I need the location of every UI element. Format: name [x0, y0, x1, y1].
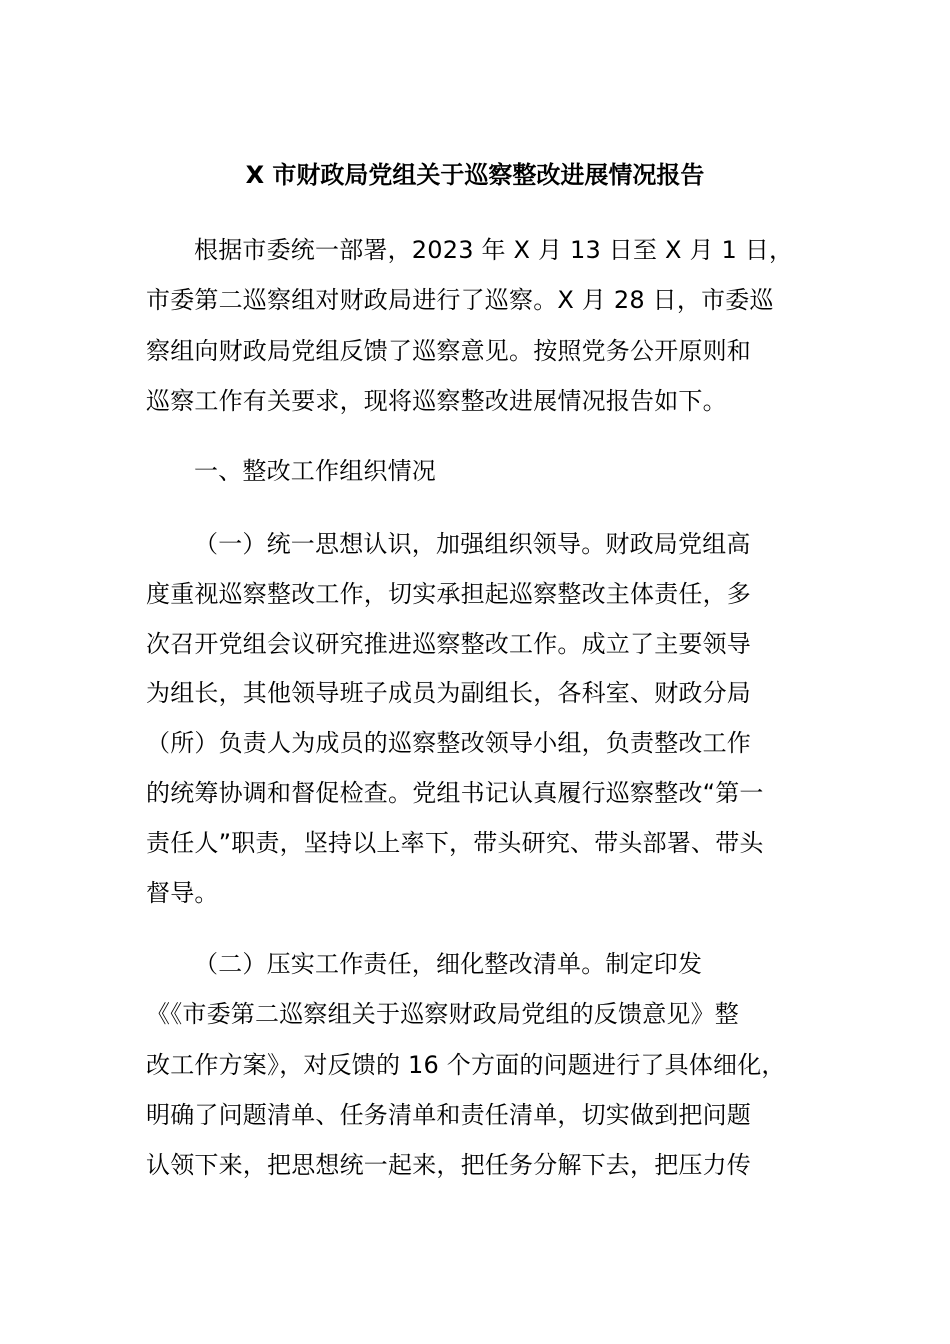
body-line: （一）统一思想认识，加强组织领导。财政局党组高 [194, 530, 751, 558]
body-line: 明确了问题清单、任务清单和责任清单，切实做到把问题 [146, 1101, 751, 1129]
body-line: 督导。 [146, 879, 219, 907]
body-line: 次召开党组会议研究推进巡察整改工作。成立了主要领导 [146, 630, 751, 658]
body-line: 度重视巡察整改工作，切实承担起巡察整改主体责任，多 [146, 580, 751, 608]
body-line: 的统筹协调和督促检查。党组书记认真履行巡察整改“第一 [146, 779, 764, 807]
body-line: 察组向财政局党组反馈了巡察意见。按照党务公开原则和 [146, 337, 751, 365]
body-line: 根据市委统一部署，2023 年 X 月 13 日至 X 月 1 日， [194, 236, 794, 264]
document-title: X 市财政局党组关于巡察整改进展情况报告 [245, 161, 705, 189]
body-line: 认领下来，把思想统一起来，把任务分解下去，把压力传 [146, 1151, 751, 1179]
body-line: 巡察工作有关要求，现将巡察整改进展情况报告如下。 [146, 387, 727, 415]
body-line: 为组长，其他领导班子成员为副组长，各科室、财政分局 [146, 679, 751, 707]
body-line: 市委第二巡察组对财政局进行了巡察。X 月 28 日，市委巡 [146, 286, 774, 314]
body-line: （二）压实工作责任，细化整改清单。制定印发 [194, 950, 703, 978]
body-line: 责任人”职责，坚持以上率下，带头研究、带头部署、带头 [146, 829, 764, 857]
body-line: 改工作方案》，对反馈的 16 个方面的问题进行了具体细化， [146, 1051, 786, 1079]
body-line: 《《市委第二巡察组关于巡察财政局党组的反馈意见》整 [146, 1000, 739, 1028]
section-heading: 一、整改工作组织情况 [194, 457, 436, 485]
body-line: （所）负责人为成员的巡察整改领导小组，负责整改工作 [146, 729, 751, 757]
